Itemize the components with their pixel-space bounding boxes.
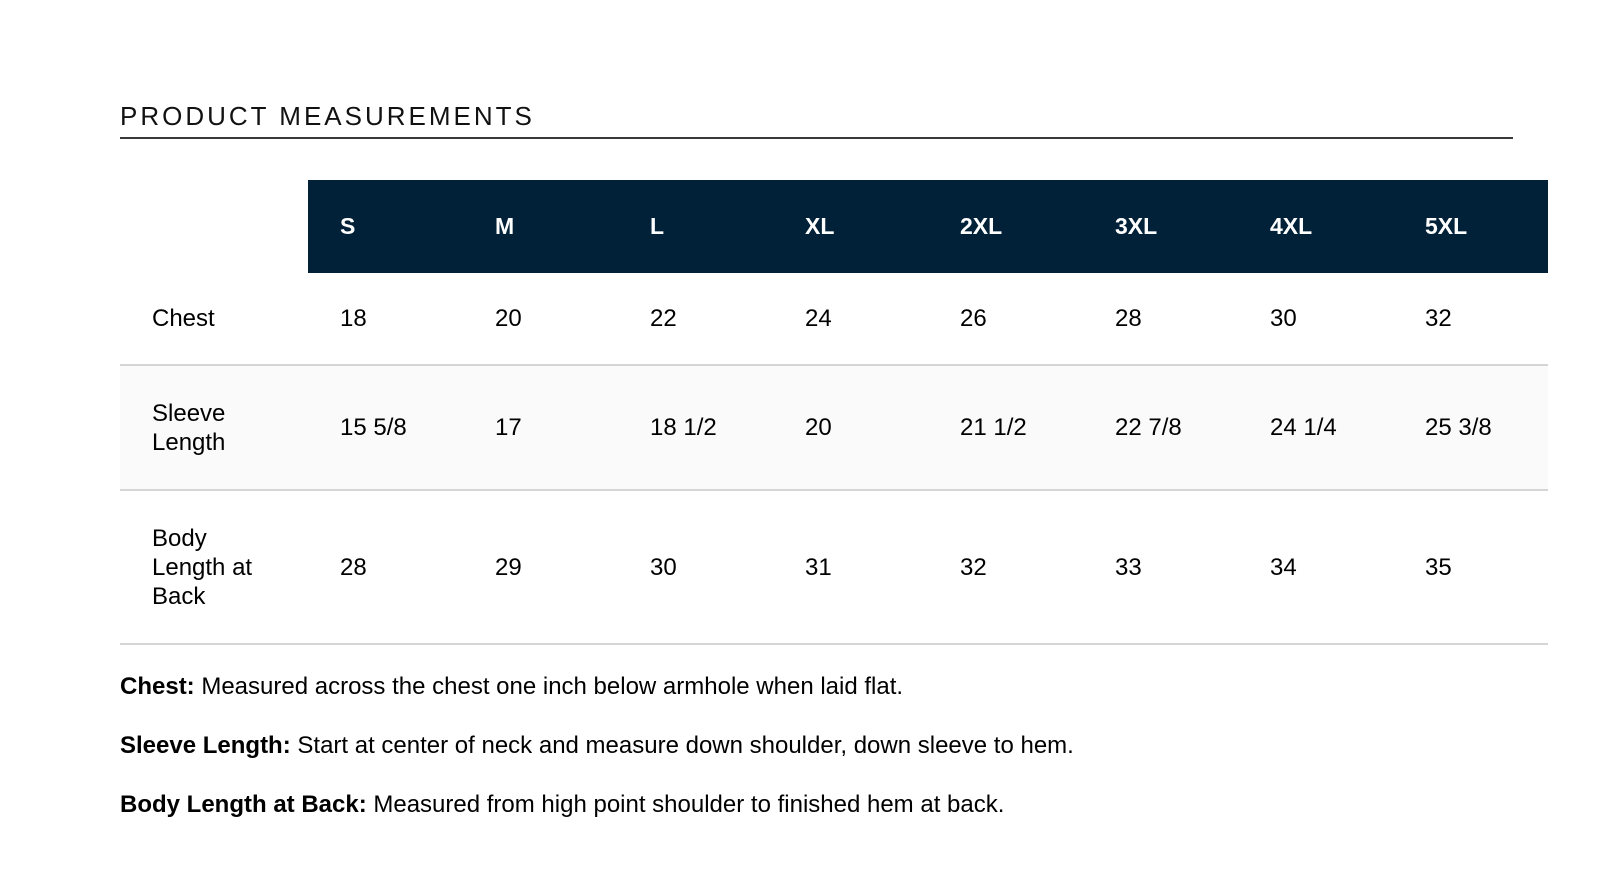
table-cell: 22 bbox=[618, 273, 773, 365]
table-cell: 20 bbox=[773, 365, 928, 490]
size-header-5xl: 5XL bbox=[1393, 180, 1548, 273]
row-label-body-length bbox=[120, 490, 308, 644]
table-cell: 33 bbox=[1083, 490, 1238, 644]
note-text: Measured across the chest one inch below armhole when laid flat. bbox=[194, 673, 904, 700]
table-cell: 24 bbox=[773, 273, 928, 365]
size-header-m: M bbox=[463, 180, 618, 273]
table-cell: 17 bbox=[463, 365, 618, 490]
table-cell: 28 bbox=[308, 490, 463, 644]
table-cell: 21 1/2 bbox=[928, 365, 1083, 490]
table-cell: 20 bbox=[463, 273, 618, 365]
note-term: Chest: bbox=[120, 673, 195, 700]
table-cell: 30 bbox=[1238, 273, 1393, 365]
table-cell: 31 bbox=[773, 490, 928, 644]
page-title: PRODUCT MEASUREMENTS bbox=[120, 101, 535, 131]
title-divider bbox=[120, 137, 1513, 139]
table-cell: 32 bbox=[928, 490, 1083, 644]
table-cell: 32 bbox=[1393, 273, 1548, 365]
table-cell: 34 bbox=[1238, 490, 1393, 644]
header-corner-cell bbox=[120, 180, 308, 273]
row-label-line: Back bbox=[152, 582, 206, 610]
row-label-line: Length bbox=[152, 428, 226, 456]
table-cell: 26 bbox=[928, 273, 1083, 365]
table-cell: 35 bbox=[1393, 490, 1548, 644]
size-header-s: S bbox=[308, 180, 463, 273]
table-cell: 30 bbox=[618, 490, 773, 644]
table-cell: 18 1/2 bbox=[618, 365, 773, 490]
size-header-2xl: 2XL bbox=[928, 180, 1083, 273]
table-cell: 29 bbox=[463, 490, 618, 644]
table-row-body-length bbox=[120, 490, 1548, 644]
size-header-xl: XL bbox=[773, 180, 928, 273]
note-chest bbox=[120, 672, 1074, 702]
size-chart-table bbox=[120, 180, 1548, 645]
size-header-3xl: 3XL bbox=[1083, 180, 1238, 273]
table-row-chest bbox=[120, 273, 1548, 365]
row-label-line: Sleeve bbox=[152, 399, 226, 427]
measurement-notes bbox=[120, 672, 1074, 849]
note-sleeve-length bbox=[120, 731, 1074, 761]
table-cell: 25 3/8 bbox=[1393, 365, 1548, 490]
row-label-line: Chest bbox=[152, 305, 215, 332]
table-cell: 24 1/4 bbox=[1238, 365, 1393, 490]
row-label-line: Length at bbox=[152, 553, 253, 581]
size-header-row bbox=[120, 180, 1548, 273]
note-text: Start at center of neck and measure down shoulder, down sleeve to hem. bbox=[290, 732, 1074, 759]
note-term: Sleeve Length: bbox=[120, 732, 291, 759]
size-header-4xl: 4XL bbox=[1238, 180, 1393, 273]
table-cell: 18 bbox=[308, 273, 463, 365]
note-term: Body Length at Back: bbox=[120, 791, 367, 818]
row-label-sleeve-length bbox=[120, 365, 308, 490]
table-cell: 22 7/8 bbox=[1083, 365, 1238, 490]
row-label-chest bbox=[120, 273, 308, 365]
note-body-length bbox=[120, 790, 1074, 820]
row-label-line: Body bbox=[152, 524, 207, 552]
note-text: Measured from high point shoulder to finished hem at back. bbox=[366, 791, 1005, 818]
size-header-l: L bbox=[618, 180, 773, 273]
table-cell: 28 bbox=[1083, 273, 1238, 365]
table-row-sleeve-length bbox=[120, 365, 1548, 490]
table-cell: 15 5/8 bbox=[308, 365, 463, 490]
